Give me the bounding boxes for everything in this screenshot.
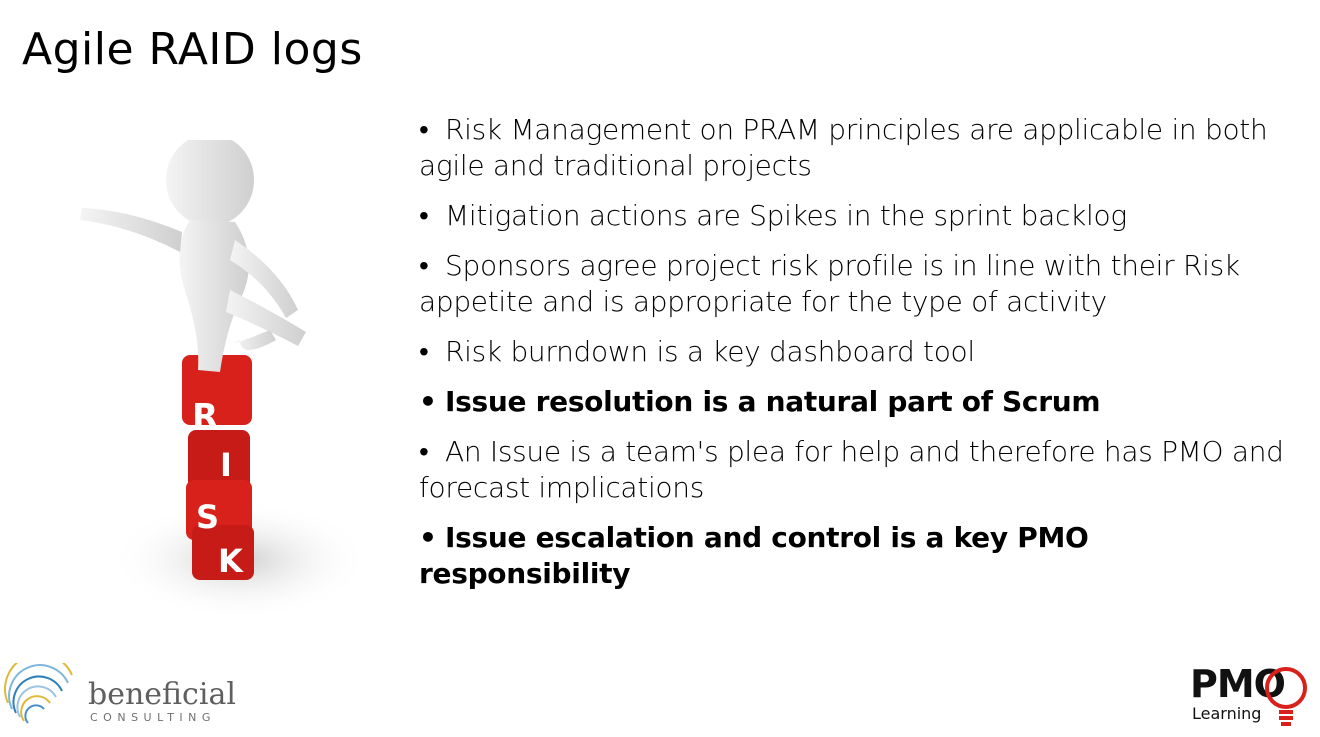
- bullet-item: [419, 384, 1309, 420]
- bullet-text: Issue resolution is a natural part of Scrum: [445, 385, 1101, 418]
- sunburst-logo-icon: [2, 663, 80, 727]
- slide-title: Agile RAID logs: [22, 24, 363, 75]
- bullet-glyph: •: [419, 335, 429, 368]
- block-letter-s: S: [196, 498, 220, 536]
- bullet-glyph: •: [419, 199, 429, 232]
- bullet-item: [419, 520, 1309, 592]
- bullet-glyph: •: [419, 113, 429, 146]
- bullet-glyph: •: [419, 249, 429, 282]
- bullet-glyph: •: [419, 435, 429, 468]
- block-letter-i: I: [220, 446, 232, 484]
- pmo-logo-sub: Learning: [1192, 704, 1262, 723]
- bullet-item: [419, 434, 1309, 506]
- risk-blocks: [182, 355, 254, 580]
- bullet-list: [419, 112, 1309, 606]
- bullet-item: [419, 112, 1309, 184]
- risk-figure-illustration: [70, 140, 370, 620]
- bullet-item: [419, 334, 1309, 370]
- bullet-text: Sponsors agree project risk profile is in line with their Risk appetite and is appropriate for the type of activity: [419, 249, 1240, 318]
- beneficial-logo-sub: CONSULTING: [90, 711, 216, 724]
- bullet-glyph: •: [419, 521, 437, 554]
- bullet-text: Risk Management on PRAM principles are applicable in both agile and traditional projects: [419, 113, 1268, 182]
- bullet-item: [419, 248, 1309, 320]
- block-letter-r: R: [192, 397, 219, 437]
- white-figure: [80, 140, 306, 372]
- pmo-logo-name: PMO: [1190, 662, 1285, 706]
- beneficial-logo-name: beneficial: [88, 677, 236, 712]
- bullet-text: Issue escalation and control is a key PMO responsibility: [419, 521, 1089, 590]
- bullet-item: [419, 198, 1309, 234]
- bullet-text: Risk burndown is a key dashboard tool: [445, 335, 975, 368]
- block-letter-k: K: [218, 542, 243, 580]
- bullet-text: An Issue is a team's plea for help and therefore has PMO and forecast implications: [419, 435, 1284, 504]
- bullet-glyph: •: [419, 385, 437, 418]
- lightbulb-logo-icon: [1262, 664, 1312, 734]
- bullet-text: Mitigation actions are Spikes in the sprint backlog: [445, 199, 1127, 232]
